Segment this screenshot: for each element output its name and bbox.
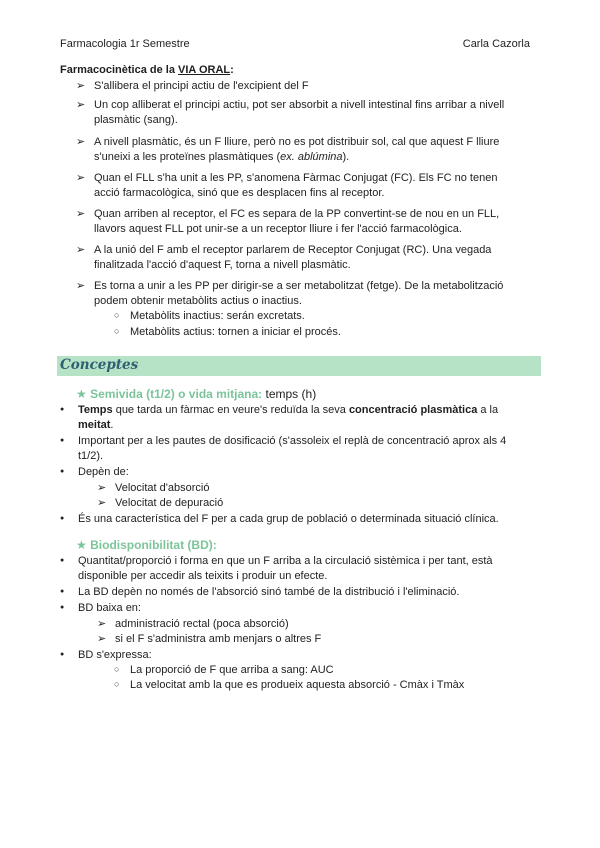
list-item: meitat.: [78, 419, 114, 431]
section-title-conceptes: Conceptes: [60, 357, 139, 373]
list-item: acció farmacològica, sinó que es desplacen fins al receptor.: [94, 187, 385, 199]
arrow-bullet-icon: ➢: [76, 80, 86, 92]
bullet-icon: ●: [60, 651, 65, 658]
list-item: llavors aquest FLL pot unir-se a un receptor lliure i fer l'acció farmacològica.: [94, 223, 462, 235]
list-item: A la unió del F amb el receptor parlarem de Receptor Conjugat (RC). Una vegada: [94, 244, 492, 256]
circle-bullet-icon: ○: [114, 679, 120, 689]
bullet-icon: ●: [60, 437, 65, 444]
list-item: BD baixa en:: [78, 602, 141, 614]
semivida-heading: ★ Semivida (t1/2) o vida mitjana: temps (h): [76, 387, 317, 401]
circle-bullet-icon: ○: [114, 664, 120, 674]
list-item: finalitzada l'acció d'aquest F, torna a nivell plasmàtic.: [94, 259, 351, 271]
list-item: Metabòlits inactius: serán excretats.: [130, 310, 305, 322]
list-item: disponible per accedir als teixits i produir un efecte.: [78, 570, 328, 582]
arrow-bullet-icon: ➢: [76, 136, 86, 148]
arrow-bullet-icon: ➢: [97, 482, 107, 494]
list-item: S'allibera el principi actiu de l'excipient del F: [94, 80, 309, 92]
list-item: A nivell plasmàtic, és un F lliure, però no es pot distribuir sol, cal que aquest F lliure: [94, 136, 500, 148]
list-item: podem obtenir metabòlits actius o inactius.: [94, 295, 302, 307]
bullet-icon: ●: [60, 406, 65, 413]
list-item: Quantitat/proporció i forma en que un F arriba a la circulació sistèmica i per tant, està: [78, 555, 493, 567]
arrow-bullet-icon: ➢: [76, 280, 86, 292]
bullet-icon: ●: [60, 515, 65, 522]
list-item: La velocitat amb la que es produeix aquesta absorció - Cmàx i Tmàx: [130, 679, 465, 691]
bullet-icon: ●: [60, 588, 65, 595]
list-item: si el F s'administra amb menjars o altres F: [115, 633, 322, 645]
bullet-icon: ●: [60, 604, 65, 611]
list-item: s'uneixi a les proteïnes plasmàtiques (ex. ablúmina).: [94, 151, 350, 163]
arrow-bullet-icon: ➢: [76, 172, 86, 184]
star-icon: ★: [76, 538, 87, 552]
list-item: És una característica del F per a cada grup de població o determinada situació clínica.: [78, 513, 499, 525]
list-item: Velocitat d'absorció: [115, 482, 210, 494]
circle-bullet-icon: ○: [114, 326, 120, 336]
section-title-via-oral: Farmacocinètica de la VIA ORAL:: [60, 64, 234, 76]
list-item: Velocitat de depuració: [115, 497, 224, 509]
arrow-bullet-icon: ➢: [97, 633, 107, 645]
list-item: La BD depèn no només de l'absorció sinó també de la distribució i l'eliminació.: [78, 586, 460, 598]
arrow-bullet-icon: ➢: [76, 244, 86, 256]
circle-bullet-icon: ○: [114, 310, 120, 320]
arrow-bullet-icon: ➢: [97, 497, 107, 509]
biodisponibilitat-heading: ★ Biodisponibilitat (BD):: [76, 538, 217, 552]
list-item: Quan arriben al receptor, el FC es separa de la PP convertint-se de nou en un FLL,: [94, 208, 500, 220]
list-item: Important per a les pautes de dosificació (s'assoleix el replà de concentració aprox als 4: [78, 435, 507, 447]
bullet-icon: ●: [60, 468, 65, 475]
list-item: Un cop alliberat el principi actiu, pot ser absorbit a nivell intestinal fins arribar a nivell: [94, 99, 505, 111]
list-item: Depèn de:: [78, 466, 129, 478]
list-item: plasmàtic (sang).: [94, 114, 178, 126]
bullet-icon: ●: [60, 557, 65, 564]
arrow-bullet-icon: ➢: [76, 99, 86, 111]
arrow-bullet-icon: ➢: [76, 208, 86, 220]
list-item: Quan el FLL s'ha unit a les PP, s'anomena Fàrmac Conjugat (FC). Els FC no tenen: [94, 172, 498, 184]
header-subject: Farmacologia 1r Semestre: [60, 38, 190, 50]
list-item: Temps que tarda un fàrmac en veure's reduïda la seva concentració plasmàtica a la: [78, 404, 499, 416]
arrow-bullet-icon: ➢: [97, 618, 107, 630]
list-item: administració rectal (poca absorció): [115, 618, 289, 630]
list-item: Metabòlits actius: tornen a iniciar el procés.: [130, 326, 341, 338]
star-icon: ★: [76, 387, 87, 401]
list-item: t1/2).: [78, 450, 104, 462]
list-item: La proporció de F que arriba a sang: AUC: [130, 664, 334, 676]
list-item: Es torna a unir a les PP per dirigir-se a ser metabolitzat (fetge). De la metabolització: [94, 280, 504, 292]
list-item: BD s'expressa:: [78, 649, 152, 661]
header-author: Carla Cazorla: [462, 38, 530, 50]
